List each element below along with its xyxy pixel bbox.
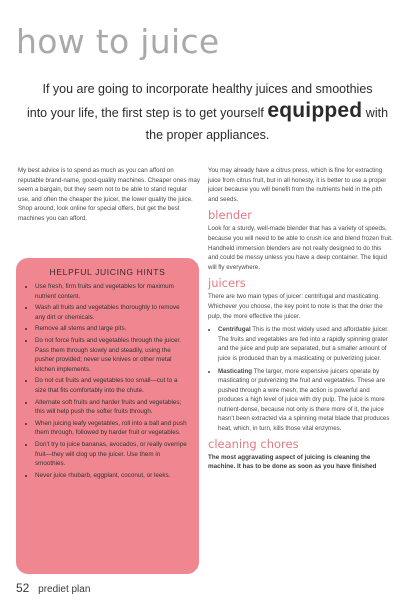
intro-line-3: the proper appliances. — [145, 128, 270, 142]
juicer-type-item — [218, 367, 393, 434]
hint-item: • Alternate soft fruits and harder fruits and vegetables; this will help push the softer fruits through. — [35, 398, 189, 417]
masticating-text: The larger, more expensive juicers operate by masticating or pulverizing the fruit and vegetables. These are pushed through a wire mesh; the action is powerful and produces a high level of juice with dry pulp. The juice is more nutrient-dense, because not only is there more of it, the juice hasn't been extracted via a spinning metal blade that produces heat, which, in turn, kills those vital enzymes. — [218, 367, 390, 433]
advice-paragraph: My best advice is to spend as much as you can afford on reputable brand-name, good-quality machines. Cheaper ones may seem a bargain, but they seem not to be able to stand regular use, and often the cheaper the juicer, the lower quality the juice. Shop around, look online for special offers, but get the best machines you can afford. — [18, 167, 200, 222]
hint-item: • Remove all stems and large pits. — [35, 324, 189, 334]
blender-heading: blender — [208, 208, 252, 223]
juicer-type-item — [218, 325, 393, 363]
juicer-types-list — [208, 325, 393, 434]
hint-item: • Wash all fruits and vegetables thoroughly to remove any dirt or chemicals. — [35, 303, 189, 322]
helpful-hints-box — [16, 258, 199, 574]
hint-item: • Don't try to juice bananas, avocados, or really overripe fruit—they will clog up the juicer. Use them in smoothies. — [35, 440, 189, 469]
centrifugal-text: This is the most widely used and affordable juicer. The fruits and vegetables are fed into a rapidly spinning grater and the juice and pulp are separated, but a smaller amount of juice is produced than by a masticating or pulverizing juicer. — [218, 326, 389, 362]
left-column — [18, 166, 200, 228]
hints-list — [26, 282, 189, 480]
juicers-paragraph: There are two main types of juicer: centrifugal and masticating. Whichever you choose, the key point to note is that the drier the pulp, the more effective the juicer. — [208, 293, 383, 320]
hints-title: HELPFUL JUICING HINTS — [49, 267, 166, 277]
masticating-label: Masticating — [218, 367, 253, 375]
page-footer — [16, 581, 90, 595]
hint-item: • Do not force fruits and vegetables through the juicer. Pass them through slowly and steadily, using the pusher provided; never use knives or other metal kitchen implements. — [35, 336, 189, 374]
right-column — [208, 166, 393, 476]
intro-emphasis-word: equipped — [267, 99, 363, 122]
hint-item: • Do not cut fruits and vegetables too small—cut to a size that fits comfortably into the chute. — [35, 376, 189, 395]
page-title: how to juice — [16, 22, 220, 61]
cleaning-chores-heading: cleaning chores — [208, 436, 299, 451]
cleaning-chores-paragraph: The most aggravating aspect of juicing is cleaning the machine. It has to be done as soon as you have finished — [208, 453, 377, 471]
intro-line-2-end: with — [365, 106, 389, 120]
citrus-press-paragraph: You may already have a citrus press, which is fine for extracting juice from citrus fruit, but in all honesty, it is better to use a proper juicer because you will benefit from the nutrients held in the pith and seeds. — [208, 167, 387, 203]
page-number: 52 — [16, 581, 30, 595]
blender-paragraph: Look for a sturdy, well-made blender that has a variety of speeds, because you will need to be able to crush ice and blend frozen fruit. Handheld immersion blenders are not really designed to do this and could be messy unless you have a deep container. The liquid will fly everywhere. — [208, 225, 393, 271]
hint-item: • When juicing leafy vegetables, roll into a ball and push them through, followed by harder fruit or vegetables. — [35, 419, 189, 438]
intro-line-1: If you are going to incorporate healthy juices and smoothies — [42, 82, 373, 96]
intro-text — [20, 78, 395, 146]
intro-line-2-start: into your life, the first step is to get yourself — [26, 106, 264, 120]
centrifugal-label: Centrifugal — [218, 326, 251, 334]
juicers-heading: juicers — [208, 276, 246, 291]
section-name: prediet plan — [38, 584, 91, 595]
hint-item: • Never juice rhubarb, eggplant, coconut, or leeks. — [35, 471, 189, 481]
hint-item: • Use fresh, firm fruits and vegetables for maximum nutrient content. — [35, 282, 189, 301]
intro-line-2 — [20, 100, 395, 124]
